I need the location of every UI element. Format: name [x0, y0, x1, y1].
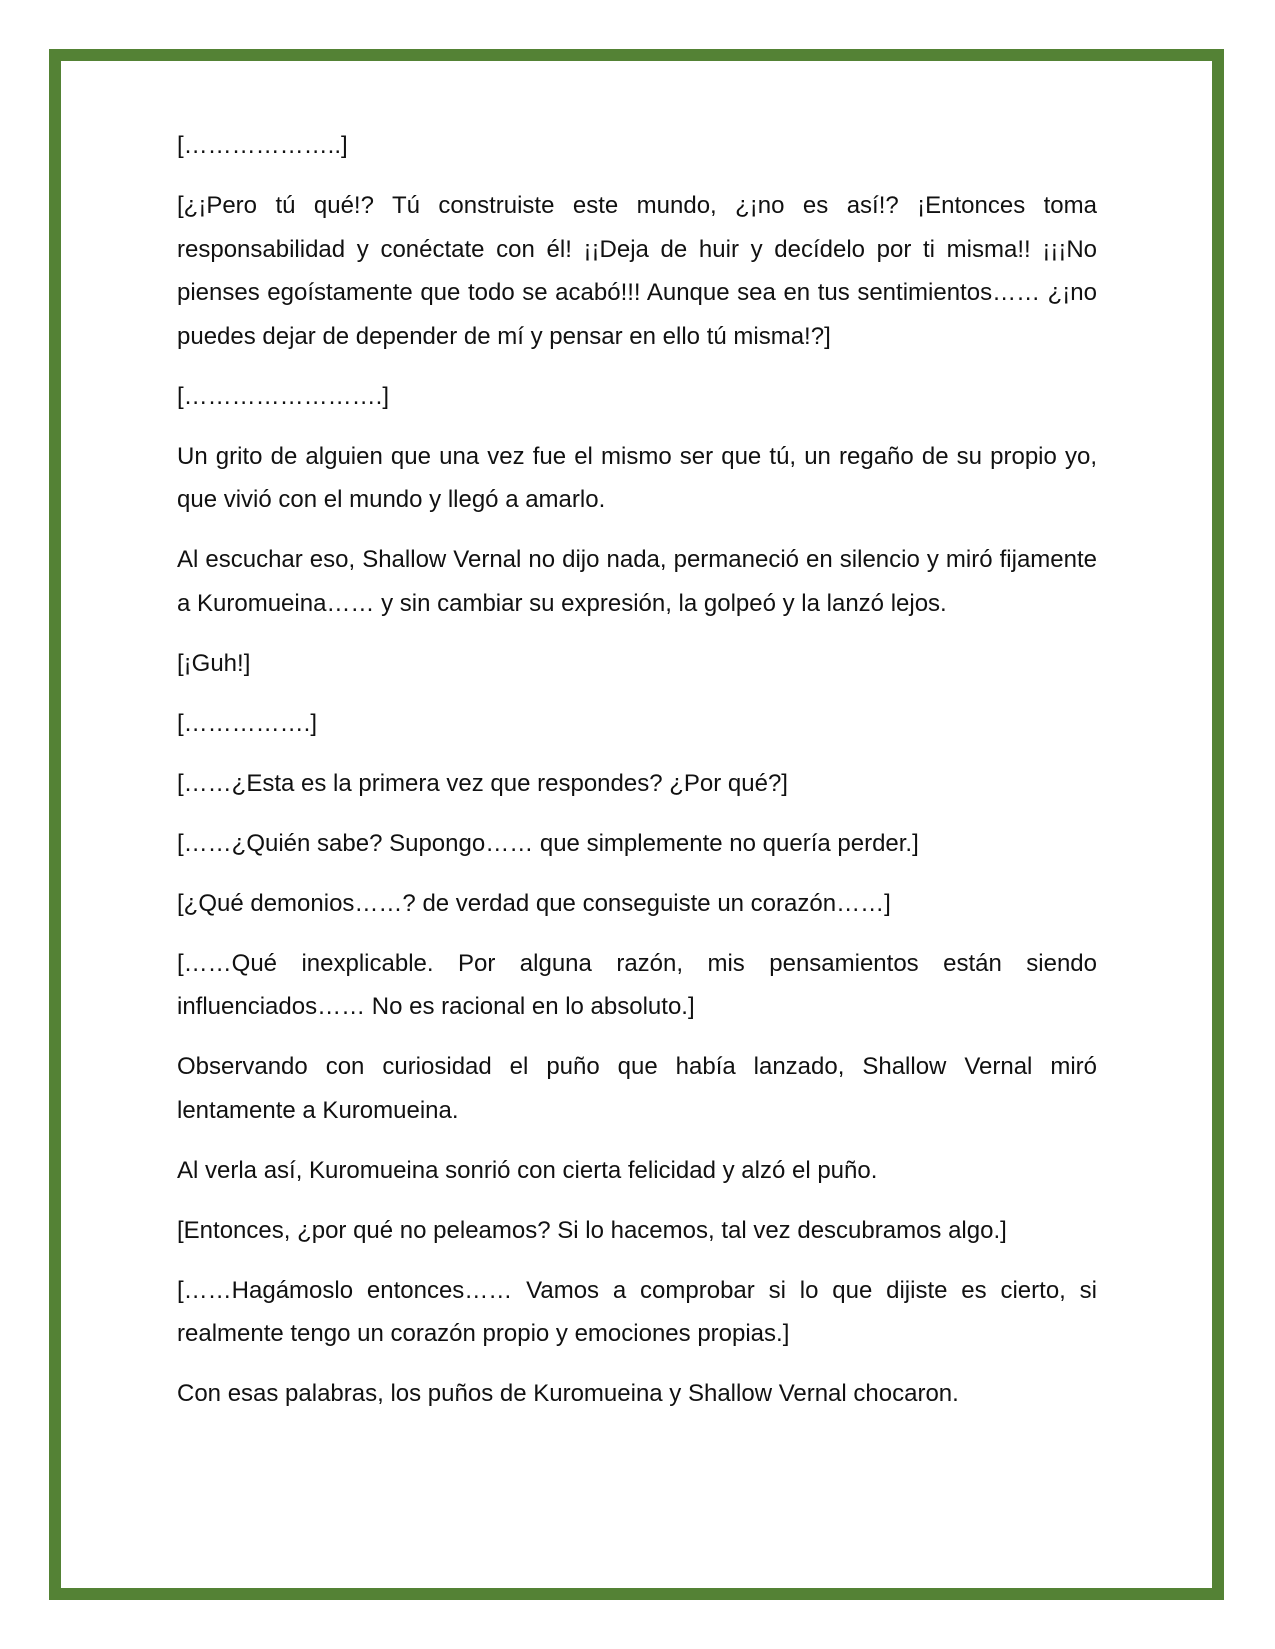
paragraph-9: [……¿Quién sabe? Supongo…… que simplemente no quería perder.]: [177, 829, 919, 857]
document-body: [177, 124, 1097, 1432]
paragraph-13: Al verla así, Kuromueina sonrió con cierta felicidad y alzó el puño.: [177, 1156, 878, 1184]
paragraph-2: [¿¡Pero tú qué!? Tú construiste este mundo, ¿¡no es así!? ¡Entonces toma responsabilidad y conéctate con él! ¡¡Deja de huir y decídelo por ti misma!! ¡¡¡No pienses egoístamente que todo se acabó!!! Aunque sea en tus sentimientos…… ¿¡no puedes dejar de depender de mí y pensar en ello tú misma!?]: [177, 192, 1097, 350]
paragraph-6: [¡Guh!]: [177, 649, 251, 677]
paragraph-15: [……Hagámoslo entonces…… Vamos a comprobar si lo que dijiste es cierto, si realmente tengo un corazón propio y emociones propias.]: [177, 1276, 1097, 1347]
paragraph-4: Un grito de alguien que una vez fue el mismo ser que tú, un regaño de su propio yo, que vivió con el mundo y llegó a amarlo.: [177, 442, 1097, 513]
paragraph-11: [……Qué inexplicable. Por alguna razón, mis pensamientos están siendo influenciados…… No es racional en lo absoluto.]: [177, 949, 1097, 1020]
paragraph-3: […………………….]: [177, 382, 390, 410]
paragraph-7: […………….]: [177, 709, 318, 737]
paragraph-16: Con esas palabras, los puños de Kuromueina y Shallow Vernal chocaron.: [177, 1380, 959, 1407]
paragraph-5: Al escuchar eso, Shallow Vernal no dijo nada, permaneció en silencio y miró fijamente a Kuromueina…… y sin cambiar su expresión, la golpeó y la lanzó lejos.: [177, 546, 1097, 617]
paragraph-1: [………………..]: [177, 132, 348, 159]
paragraph-14: [Entonces, ¿por qué no peleamos? Si lo hacemos, tal vez descubramos algo.]: [177, 1216, 1007, 1244]
paragraph-12: Observando con curiosidad el puño que había lanzado, Shallow Vernal miró lentamente a Kuromueina.: [177, 1053, 1097, 1124]
paragraph-8: [……¿Esta es la primera vez que respondes? ¿Por qué?]: [177, 769, 788, 797]
paragraph-10: [¿Qué demonios……? de verdad que conseguiste un corazón……]: [177, 889, 891, 917]
